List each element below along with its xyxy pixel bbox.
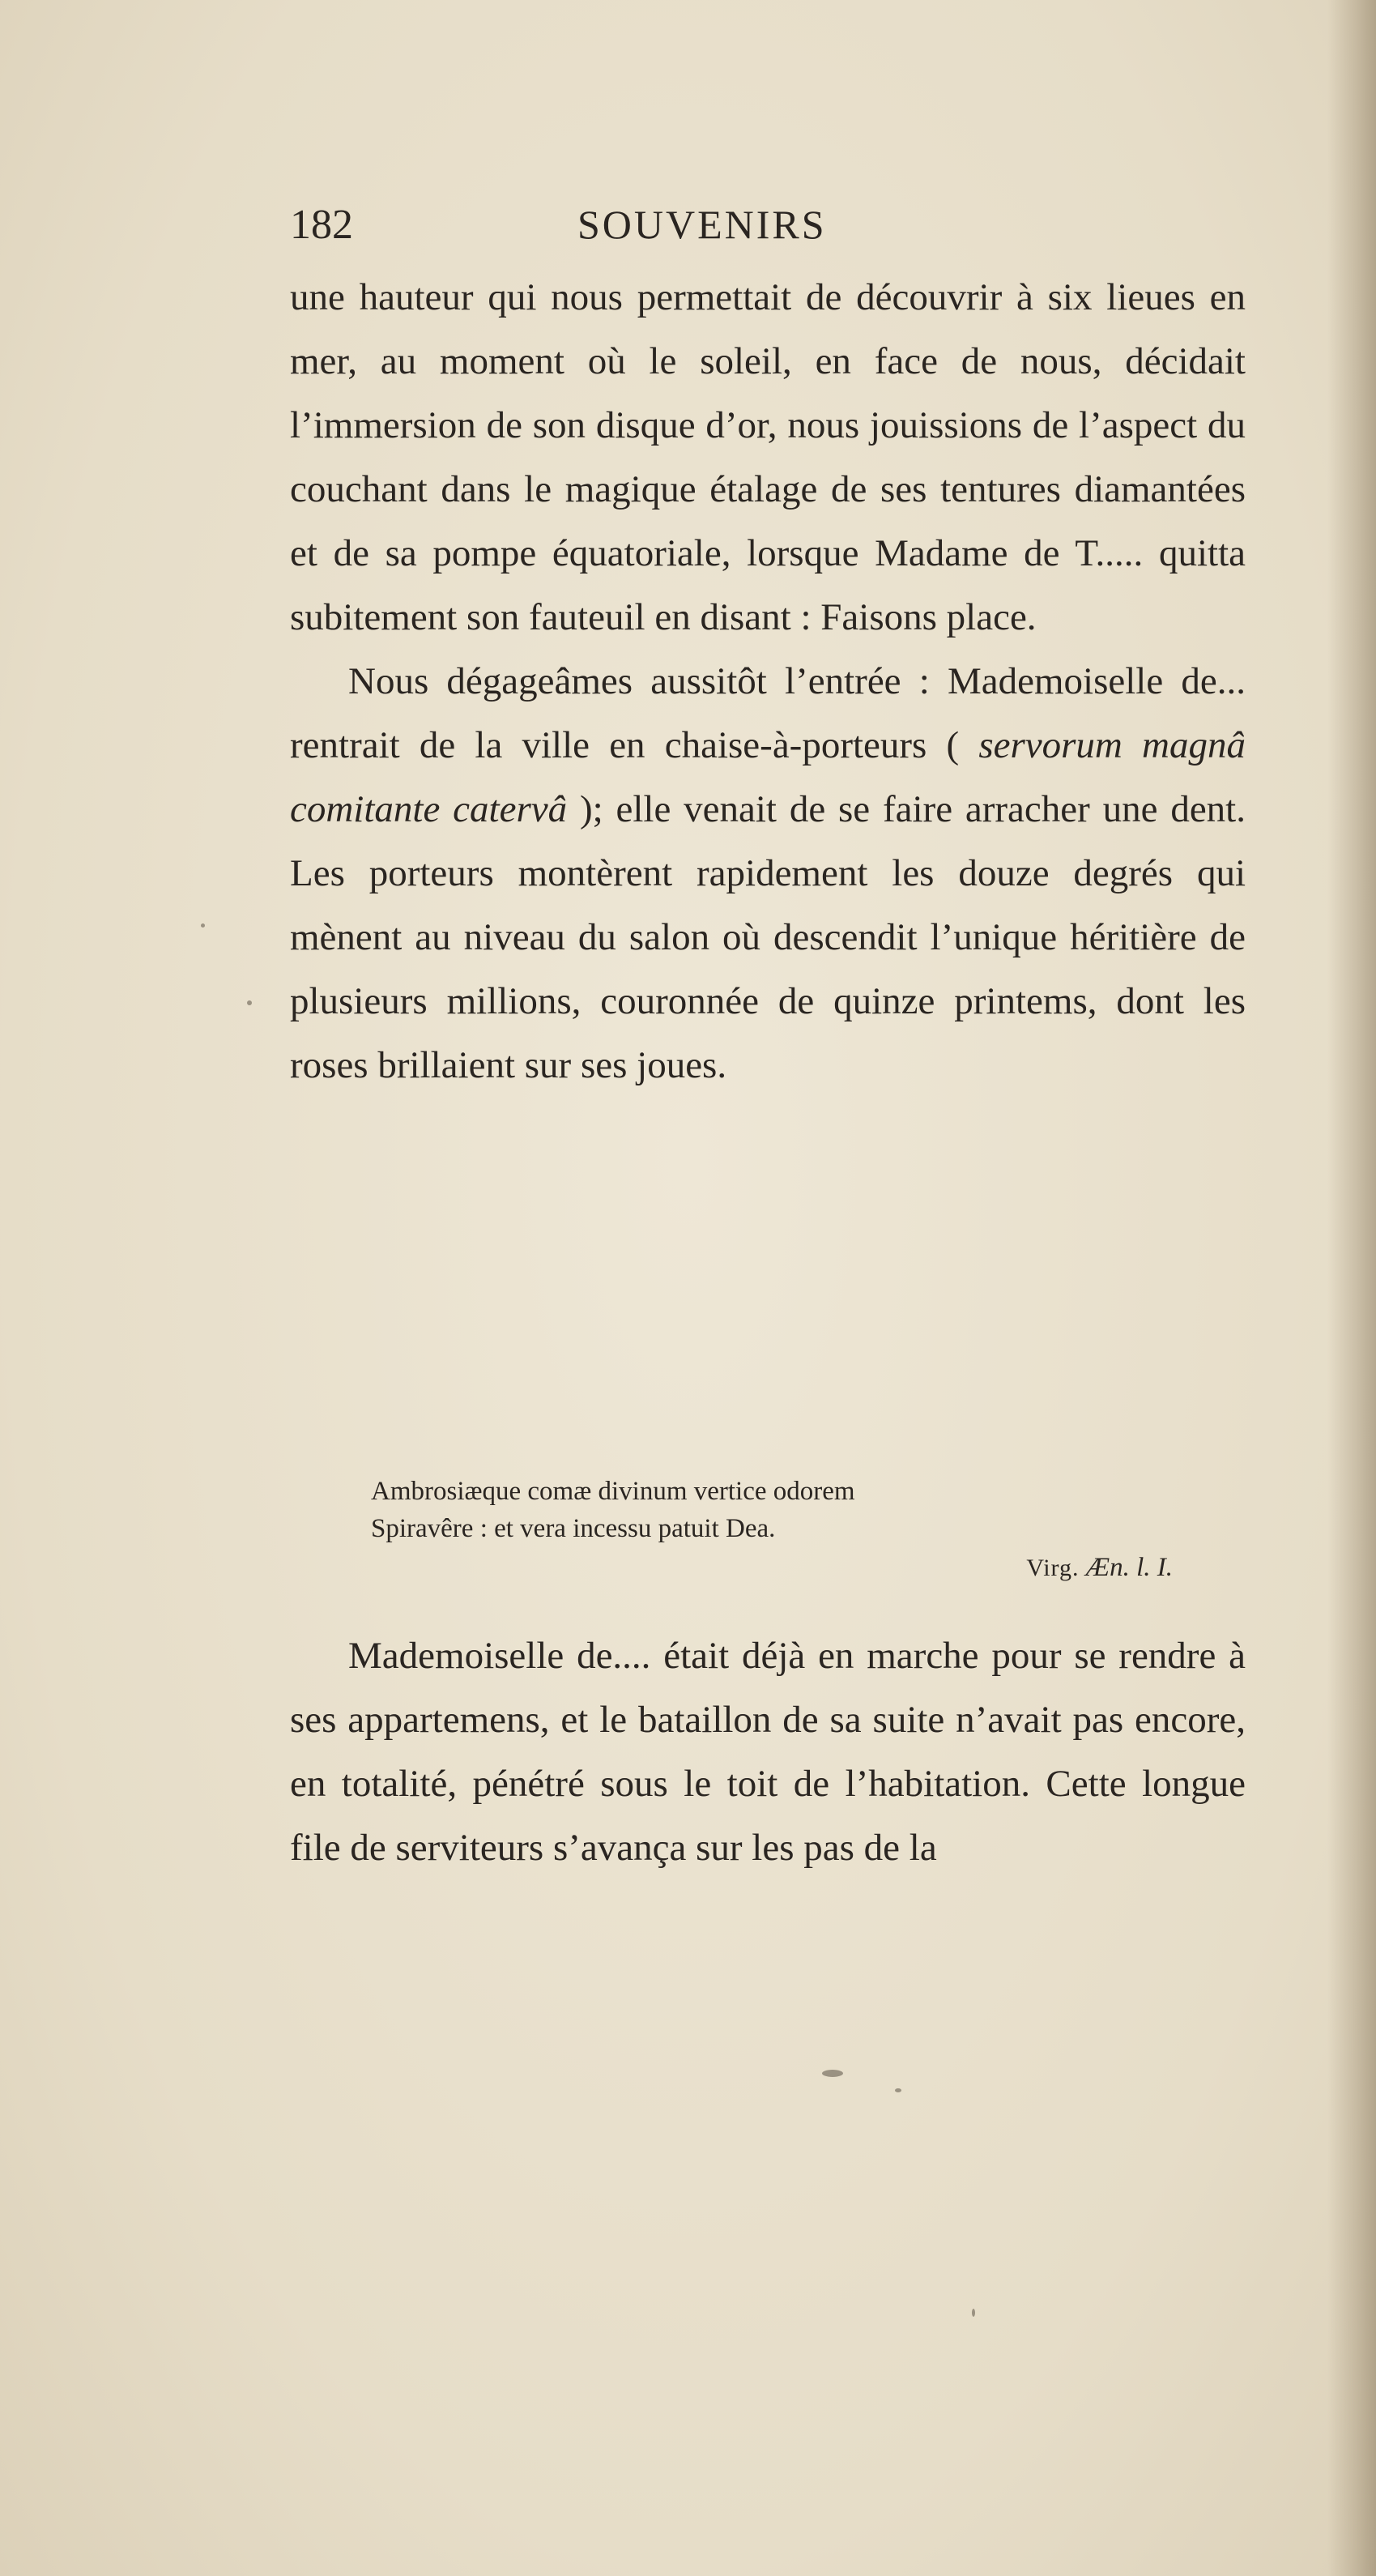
ink-speck bbox=[972, 2309, 975, 2317]
latin-phrase: servorum magnâ comitante catervâ bbox=[290, 724, 1246, 830]
attribution-work: Æn. l. I. bbox=[1085, 1553, 1173, 1582]
verse-quotation bbox=[371, 1473, 1173, 1587]
page-number: 182 bbox=[290, 202, 353, 248]
body-text-lower bbox=[290, 1624, 1246, 1880]
verse-attribution bbox=[371, 1549, 1173, 1587]
paragraph-1: une hauteur qui nous permettait de découvrir à six lieues en mer, au moment où le soleil, en face de nous, décidait l’immersion de son disque d’or, nous jouissions de l’aspect du couchant dans le magique étalage de ses tentures diamantées et de sa pompe équatoriale, lorsque Madame de T..... quitta subitement son fauteuil en disant : Faisons place. bbox=[290, 276, 1246, 638]
running-head: SOUVENIRS bbox=[577, 202, 827, 247]
ink-smudge bbox=[822, 2070, 843, 2077]
paragraph-2 bbox=[290, 650, 1246, 1098]
verse-line-2: Spiravêre : et vera incessu patuit Dea. bbox=[371, 1514, 776, 1543]
paragraph-2-text-a: Nous dégageâmes aussitôt l’entrée : Mademoiselle de... rentrait de la ville en chaise-à-porteurs ( bbox=[290, 660, 1246, 766]
paragraph-3: Mademoiselle de.... était déjà en marche pour se rendre à ses appartemens, et le bataillon de sa suite n’avait pas encore, en totalité, pénétré sous le toit de l’habitation. Cette longue file de serviteurs s’avança sur les pas de la bbox=[290, 1635, 1246, 1869]
page-header bbox=[290, 201, 1262, 266]
ink-speck bbox=[247, 1000, 252, 1005]
paragraph-2-text-b: ); elle venait de se faire arracher une dent. Les porteurs montèrent rapidement les douze degrés qui mènent au niveau du salon où descendit l’unique héritière de plusieurs millions, couronnée de quinze printems, dont les roses brillaient sur ses joues. bbox=[290, 788, 1246, 1086]
ink-speck bbox=[895, 2088, 901, 2092]
ink-speck bbox=[201, 923, 205, 928]
body-text-upper bbox=[290, 266, 1246, 1098]
attribution-author: Virg. bbox=[1026, 1555, 1080, 1581]
verse-line-1: Ambrosiæque comæ divinum vertice odorem bbox=[371, 1477, 855, 1506]
page-edge-shadow bbox=[1327, 0, 1376, 2576]
